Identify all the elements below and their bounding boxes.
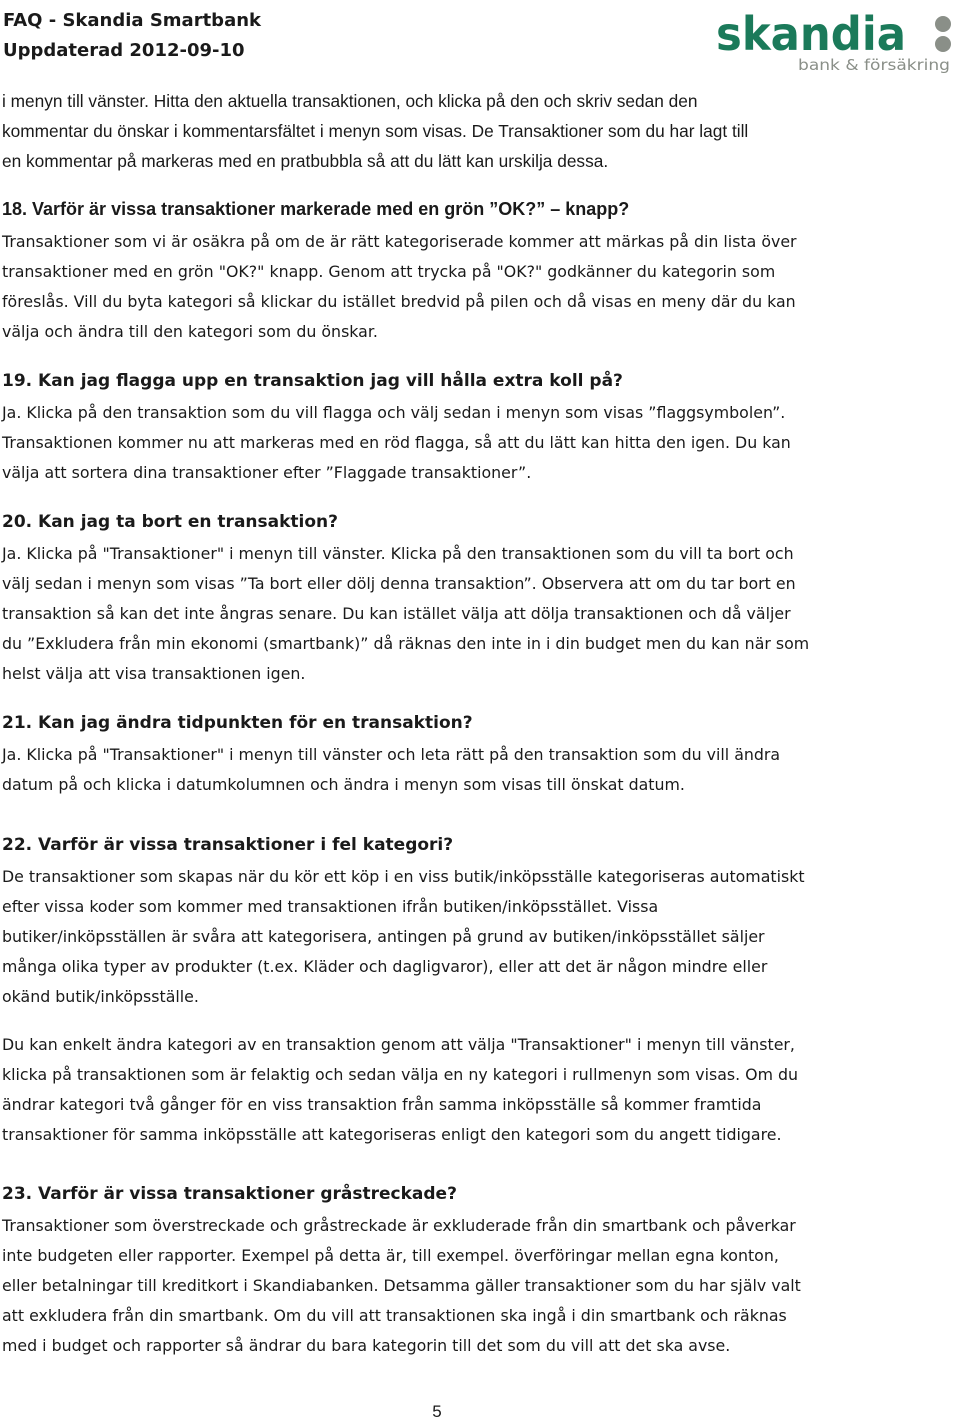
text-line: datum på och klicka i datumkolumnen och ändra i menyn som visas till önskat datum. xyxy=(2,775,685,794)
logo-dot-top xyxy=(935,16,951,32)
answer-21-paragraph xyxy=(2,740,937,800)
skandia-logo xyxy=(716,4,956,74)
text-line: välja att sortera dina transaktioner efter ”Flaggade transaktioner”. xyxy=(2,463,532,482)
question-23-heading: 23. Varför är vissa transaktioner gråstreckade? xyxy=(2,1184,457,1204)
question-19-heading: 19. Kan jag flagga upp en transaktion jag vill hålla extra koll på? xyxy=(2,371,623,391)
text-line: en kommentar på markeras med en pratbubbla så att du lätt kan urskilja dessa. xyxy=(2,151,609,171)
answer-19-paragraph xyxy=(2,398,937,488)
text-line: många olika typer av produkter (t.ex. Kläder och dagligvaror), eller att det är någon mindre eller xyxy=(2,957,768,976)
document-title: FAQ - Skandia Smartbank xyxy=(3,10,261,31)
text-line: välja och ändra till den kategori som du önskar. xyxy=(2,322,378,341)
text-line: Transaktioner som vi är osäkra på om de är rätt kategoriserade kommer att märkas på din lista över xyxy=(2,232,797,251)
text-line: butiker/inköpsställen är svåra att kategorisera, antingen på grund av butiken/inköpsstället säljer xyxy=(2,927,765,946)
updated-date: Uppdaterad 2012-09-10 xyxy=(3,40,245,61)
text-line: helst välja att visa transaktionen igen. xyxy=(2,664,306,683)
text-line: att exkludera från din smartbank. Om du vill att transaktionen ska ingå i din smartbank och räknas xyxy=(2,1306,787,1325)
page-number: 5 xyxy=(432,1402,442,1421)
text-line: Ja. Klicka på "Transaktioner" i menyn till vänster. Klicka på den transaktionen som du vill ta bort och xyxy=(2,544,794,563)
text-line: efter vissa koder som kommer med transaktionen ifrån butiken/inköpsstället. Vissa xyxy=(2,897,659,916)
text-line: du ”Exkludera från min ekonomi (smartbank)” då räknas den inte in i din budget men du kan när som xyxy=(2,634,810,653)
answer-22-paragraph-2 xyxy=(2,1030,937,1150)
text-line: Du kan enkelt ändra kategori av en transaktion genom att välja "Transaktioner" i menyn till vänster, xyxy=(2,1035,795,1054)
answer-23-paragraph xyxy=(2,1211,937,1361)
question-22-heading: 22. Varför är vissa transaktioner i fel kategori? xyxy=(2,835,454,855)
text-line: transaktion så kan det inte ångras senare. Du kan istället välja att dölja transaktionen och då väljer xyxy=(2,604,791,623)
question-18-heading: 18. Varför är vissa transaktioner markerade med en grön ”OK?” – knapp? xyxy=(2,199,630,219)
question-21-heading: 21. Kan jag ändra tidpunkten för en transaktion? xyxy=(2,713,473,733)
text-line: ändrar kategori två gånger för en viss transaktion från samma inköpsställe så kommer framtida xyxy=(2,1095,762,1114)
answer-20-paragraph xyxy=(2,539,937,689)
text-line: Transaktionen kommer nu att markeras med en röd flagga, så att du lätt kan hitta den igen. Du kan xyxy=(2,433,791,452)
answer-18-paragraph xyxy=(2,227,937,347)
question-20-heading: 20. Kan jag ta bort en transaktion? xyxy=(2,512,339,532)
text-line: inte budgeten eller rapporter. Exempel på detta är, till exempel. överföringar mellan egna konton, xyxy=(2,1246,779,1265)
logo-tagline: bank & försäkring xyxy=(798,56,950,74)
text-line: välj sedan i menyn som visas ”Ta bort eller dölj denna transaktion”. Observera att om du tar bort en xyxy=(2,574,796,593)
text-line: okänd butik/inköpsställe. xyxy=(2,987,199,1006)
text-line: Transaktioner som överstreckade och gråstreckade är exkluderade från din smartbank och påverkar xyxy=(2,1216,796,1235)
text-line: Ja. Klicka på den transaktion som du vill flagga och välj sedan i menyn som visas ”flaggsymbolen”. xyxy=(2,403,786,422)
text-line: kommentar du önskar i kommentarsfältet i menyn som visas. De Transaktioner som du har lagt till xyxy=(2,121,749,141)
logo-wordmark: skandia xyxy=(716,7,906,61)
intro-paragraph xyxy=(2,86,937,176)
answer-22-paragraph-1 xyxy=(2,862,937,1012)
text-line: Ja. Klicka på "Transaktioner" i menyn till vänster och leta rätt på den transaktion som du vill ändra xyxy=(2,745,781,764)
text-line: transaktioner med en grön "OK?" knapp. Genom att trycka på "OK?" godkänner du kategorin som xyxy=(2,262,776,281)
logo-dot-bottom xyxy=(935,36,951,52)
text-line: eller betalningar till kreditkort i Skandiabanken. Detsamma gäller transaktioner som du har själv valt xyxy=(2,1276,801,1295)
text-line: med i budget och rapporter så ändrar du bara kategorin till det som du vill att det ska avse. xyxy=(2,1336,731,1355)
text-line: föreslås. Vill du byta kategori så klickar du istället bredvid på pilen och då visas en meny där du kan xyxy=(2,292,796,311)
text-line: klicka på transaktionen som är felaktig och sedan välja en ny kategori i rullmenyn som visas. Om du xyxy=(2,1065,799,1084)
text-line: De transaktioner som skapas när du kör ett köp i en viss butik/inköpsställe kategoriseras automatiskt xyxy=(2,867,805,886)
text-line: i menyn till vänster. Hitta den aktuella transaktionen, och klicka på den och skriv sedan den xyxy=(2,91,698,111)
text-line: transaktioner för samma inköpsställe att kategoriseras enligt den kategori som du angett tidigare. xyxy=(2,1125,782,1144)
